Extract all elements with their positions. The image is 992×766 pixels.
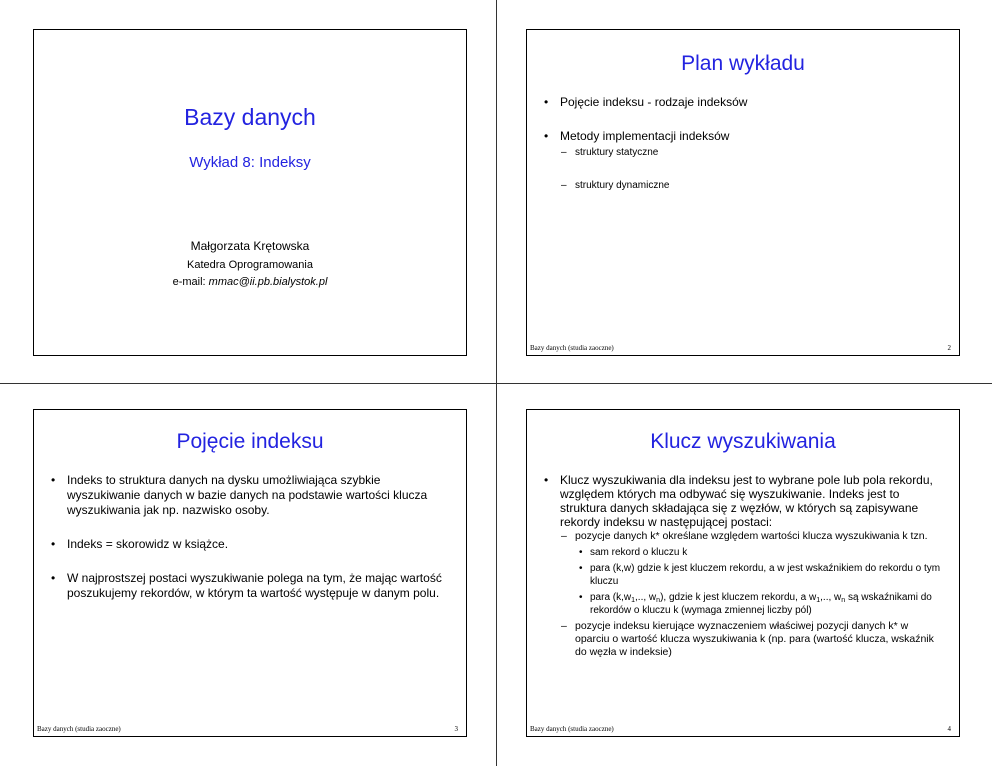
sub-bullet-item: – pozycje danych k* określane względem wartości klucza wyszukiwania k tzn. • sam rekord o kluczu k • para (k,w) gdzie k jest kluczem rekordu, a w jest wskaźnikiem do rekordu o tym kluczu • para ($k,w_1$,.., $w_n$), gdzie k jest kluczem rekordu, a $w_1$,.., $w_n$ są wskaźnikami do rekordów o kluczu k (wymaga zmiennej liczby pól)	[560, 530, 945, 617]
sub-sub-bullet-item: • para (k,w) gdzie k jest kluczem rekordu, a w jest wskaźnikiem do rekordu o tym kluczu	[575, 562, 945, 588]
horizontal-divider	[0, 383, 992, 384]
slide-title: Bazy danych	[184, 104, 316, 130]
page-number: 4	[947, 725, 951, 733]
bullet-list	[46, 473, 448, 601]
slide-title: Pojęcie indeksu	[176, 430, 324, 453]
bullet-item: • Pojęcie indeksu - rodzaje indeksów	[539, 95, 947, 110]
bullet-item: • Indeks to struktura danych na dysku umożliwiająca szybkie wyszukiwanie danych w bazie danych na podstawie wartości klucza wyszukiwania jak np. nazwisko osoby.	[46, 473, 448, 518]
slide-title: Plan wykładu	[681, 52, 805, 75]
slide-1	[33, 29, 467, 356]
bullet-item: • Indeks = skorowidz w książce.	[46, 537, 448, 552]
sub-sub-bullet-list	[575, 546, 945, 617]
slide-footer: Bazy danych (studia zaoczne)	[530, 344, 614, 352]
sub-sub-bullet-item: • sam rekord o kluczu k	[575, 546, 945, 559]
slide-3	[33, 409, 467, 737]
slide-2	[526, 29, 960, 356]
slide-footer: Bazy danych (studia zaoczne)	[37, 725, 121, 733]
page-number: 3	[454, 725, 458, 733]
sub-bullet-item: – struktury statyczne	[560, 146, 947, 160]
bullet-item: • W najprostszej postaci wyszukiwanie polega na tym, że mając wartość poszukujemy rekordów, w którym ta wartość występuje w danym polu.	[46, 571, 448, 601]
email-line	[34, 276, 466, 288]
slide-footer: Bazy danych (studia zaoczne)	[530, 725, 614, 733]
author-name: Małgorzata Krętowska	[190, 239, 310, 253]
bullet-list	[539, 473, 945, 659]
email-address: mmac@ii.pb.bialystok.pl	[208, 276, 328, 288]
slide-title: Klucz wyszukiwania	[650, 430, 836, 453]
page-number: 2	[947, 344, 951, 352]
sub-bullet-item: – pozycje indeksu kierujące wyznaczeniem właściwej pozycji danych k* w oparciu o wartość klucza wyszukiwania k (np. para (wartość klucza, wskaźnik do węzła w indeksie)	[560, 620, 945, 659]
slide-subtitle: Wykład 8: Indeksy	[189, 154, 311, 171]
sub-bullet-item: – struktury dynamiczne	[560, 179, 947, 193]
department: Katedra Oprogramowania	[187, 259, 313, 271]
bullet-item: • Metody implementacji indeksów – struktury statyczne – struktury dynamiczne	[539, 129, 947, 193]
bullet-item: • Klucz wyszukiwania dla indeksu jest to wybrane pole lub pola rekordu, względem których ma odbywać się wyszukiwanie. Indeks jest to struktura danych składająca się z węzłów, w których są zapisywane rekordy indeksu w następującej postaci: – pozycje danych k* określane względem wartości klucza wyszukiwania k tzn. • sam rekord o kluczu k • para (k,w) gdzie k jest kluczem rekordu, a w jest wskaźnikiem do rekordu o tym kluczu • para ($k,w_1$,.., $w_n$), gdzie k jest kluczem rekordu, a $w_1$,.., $w_n$ są wskaźnikami do rekordów o kluczu k (wymaga zmiennej liczby pól) – pozycje indeksu kierujące wyznaczeniem właściwej pozycji danych k* w oparciu o wartość klucza wyszukiwania k (np. para (wartość klucza, wskaźnik do węzła w indeksie)	[539, 473, 945, 659]
sub-bullet-list	[560, 530, 945, 659]
email-label: e-mail:	[172, 276, 206, 288]
sub-bullet-list	[560, 146, 947, 193]
bullet-list	[539, 95, 947, 193]
slide-4	[526, 409, 960, 737]
sub-sub-bullet-item: • para ($k,w_1$,.., $w_n$), gdzie k jest kluczem rekordu, a $w_1$,.., $w_n$ są wskaźnikami do rekordów o kluczu k (wymaga zmiennej liczby pól)	[575, 591, 945, 617]
